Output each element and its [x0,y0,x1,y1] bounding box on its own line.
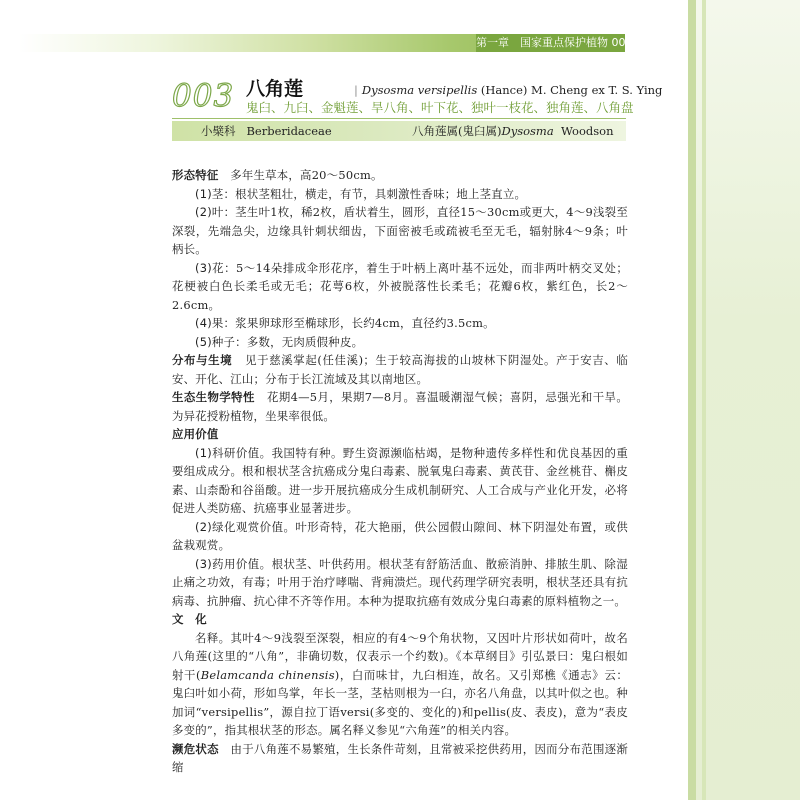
morphology-section: 形态特征 多年生草本，高20～50cm。 [172,168,383,182]
status-section: 濒危状态 由于八角莲不易繁殖，生长条件苛刻，且常被采挖供药用，因而分布范围逐渐缩 [172,741,628,774]
section-heading: 文 化 [172,612,207,626]
name-explanation-paragraph: 名释。其叶4～9浅裂至深裂，相应的有4～9个角状物，又因叶片形状如荷叶，故名八角莲(这里的“八角”，非确切数，仅表示一个约数)。《本草纲目》引弘景曰：鬼臼根如射干(Belamcanda chinensis)，白而味甘，九臼相连，故名。又引郑樵《通志》云：鬼臼叶如小荷，形如鸟掌，年长一茎，茎枯则根为一臼，亦名八角盘，以其叶似之也。种加词“versipellis”，源自拉丁语versi(多变的、变化的)和pellis(皮、表皮)，意为“表皮多变的”，指其根状茎的形态。属名释义参见“六角莲”的相关内容。 [172,630,628,737]
application-heading [172,425,628,444]
leaf-paragraph: (2)叶：茎生叶1枚，稀2枚，盾状着生，圆形，直径15～30cm或更大，4～9浅裂至深裂，先端急尖，边缘具针刺状细齿，下面密被毛或疏被毛至无毛，辐射脉4～9条；叶柄长。 [172,205,628,256]
research-value-paragraph: (1)科研价值。我国特有种。野生资源濒临枯竭，是物种遗传多样性和优良基因的重要组成成分。根和根状茎含抗癌成分鬼臼毒素、脱氧鬼臼毒素、黄芪苷、金丝桃苷、槲皮素、山柰酚和谷甾酸。进一步开展抗癌成分生成机制研究、人工合成与产业化开发，必将促进人类防癌、抗癌事业显著进步。 [172,445,628,515]
chapter-header: 第一章 国家重点保护植物 007 [476,34,625,52]
stem-paragraph: (1)茎：根状茎粗壮，横走，有节，具刺激性香味；地上茎直立。 [195,186,527,201]
side-stripe [702,0,706,800]
seed-paragraph: (5)种子：多数，无肉质假种皮。 [195,334,364,349]
side-decoration-strip [688,0,800,800]
section-heading: 分布与生境 [172,353,233,367]
ecology-section: 生态生物学特性 花期4—5月，果期7—8月。喜温暖潮湿气候；喜阴，忌强光和干旱。为异花授粉植物，坐果率很低。 [172,390,628,423]
species-aliases: 鬼臼、九臼、金魁莲、旱八角、叶下花、独叶一枝花、独角莲、八角盘 [246,100,634,115]
ornamental-value-paragraph: (2)绿化观赏价值。叶形奇特，花大艳丽，供公园假山隙间、林下阴湿处布置，或供盆栽观赏。 [172,519,628,552]
section-heading: 应用价值 [172,427,219,441]
side-stripe [688,0,696,800]
section-heading: 形态特征 [172,168,219,182]
fruit-paragraph: (4)果：浆果卵球形至椭球形，长约4cm，直径约3.5cm。 [195,316,495,330]
scientific-name: | Dysosma versipellis (Hance) M. Cheng ex T. S. Ying [354,83,663,97]
species-number: 003 [172,78,235,114]
section-heading: 濒危状态 [172,741,219,756]
title-divider [172,118,626,119]
scientific-genus-species: Dysosma versipellis [361,83,478,97]
section-heading: 生态生物学特性 [172,390,255,404]
scientific-author: (Hance) M. Cheng ex T. S. Ying [480,83,663,97]
genus-name: 八角莲属(鬼臼属)Dysosma Woodson [412,124,614,138]
distribution-section: 分布与生境 见于慈溪掌起(任佳溪)；生于较高海拔的山坡林下阴湿处。产于安吉、临安、开化、江山；分布于长江流域及其以南地区。 [172,353,628,386]
culture-heading [172,610,628,629]
medicinal-value-paragraph: (3)药用价值。根状茎、叶供药用。根状茎有舒筋活血、散瘀消肿、排脓生肌、除湿止痛之功效，有毒；叶用于治疗哮喘、背痈溃烂。现代药理学研究表明，根状茎还具有抗病毒、抗肿瘤、抗心律不齐等作用。本种为提取抗癌有效成分鬼臼毒素的原料植物之一。 [172,556,628,608]
flower-paragraph: (3)花：5～14朵排成伞形花序，着生于叶柄上离叶基不远处，而非两叶柄交叉处；花梗被白色长柔毛或无毛；花萼6枚，外被脱落性长柔毛；花瓣6枚，紫红色，长2～2.6cm。 [172,260,628,312]
species-name: 八角莲 [246,78,304,100]
article-body [172,166,628,777]
family-name: 小檗科 Berberidaceae [201,124,332,138]
